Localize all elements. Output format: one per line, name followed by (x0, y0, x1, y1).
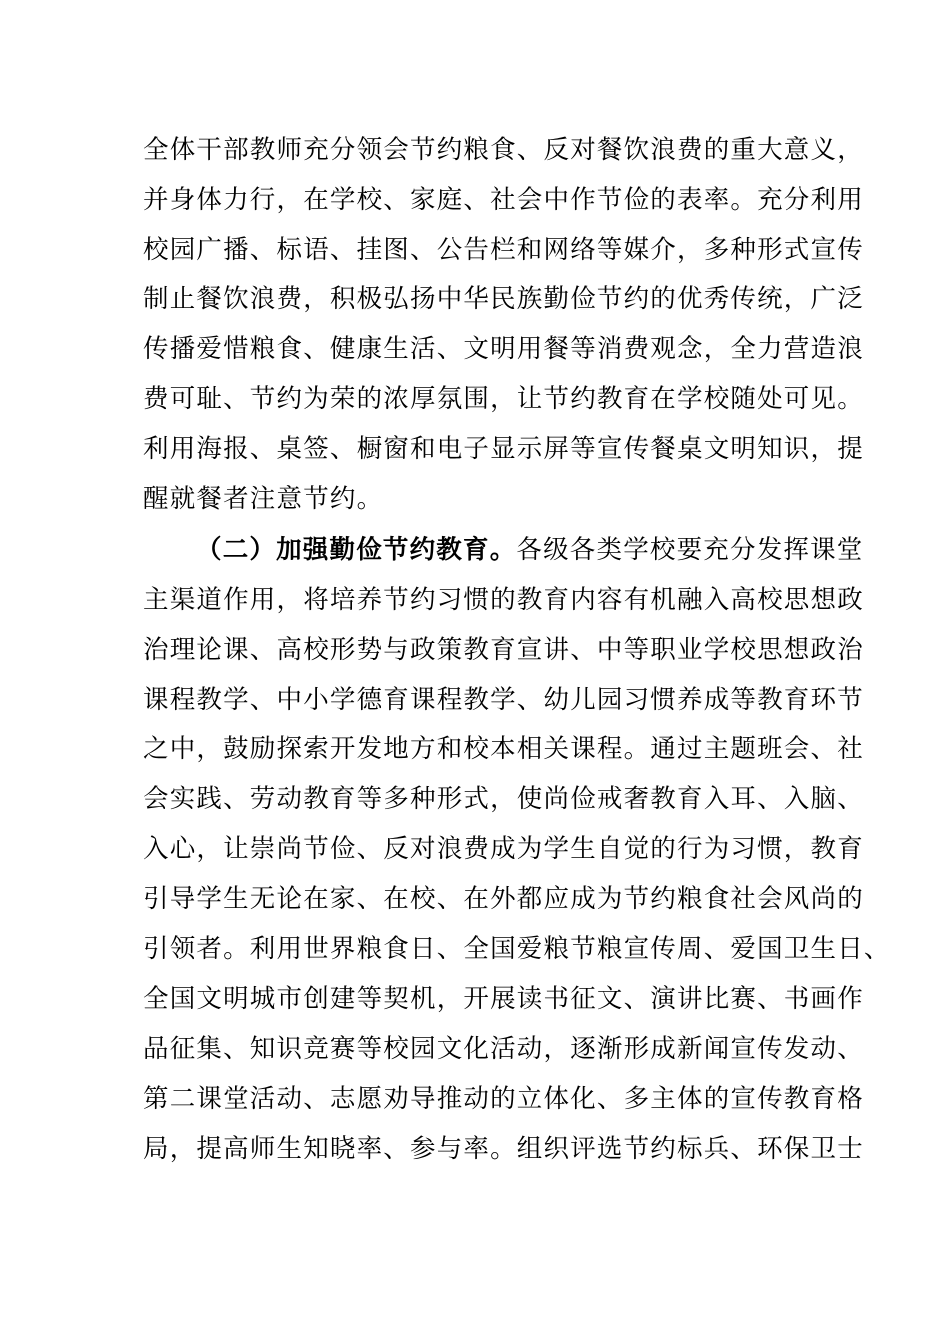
text-line: 治理论课、高校形势与政策教育宣讲、中等职业学校思想政治 (143, 635, 864, 665)
text-line: 入心，让崇尚节俭、反对浪费成为学生自觉的行为习惯，教育 (143, 834, 864, 864)
text-line: 利用海报、桌签、橱窗和电子显示屏等宣传餐桌文明知识，提 (143, 434, 864, 464)
text-line: 全体干部教师充分领会节约粮食、反对餐饮浪费的重大意义， (143, 135, 864, 165)
heading-line-rest: 各级各类学校要充分发挥课堂 (516, 535, 864, 565)
text-line: 传播爱惜粮食、健康生活、文明用餐等消费观念，全力营造浪 (143, 334, 864, 364)
text-line: 会实践、劳动教育等多种形式，使尚俭戒奢教育入耳、入脑、 (143, 784, 864, 814)
paragraph-2-first-line (0, 530, 950, 570)
paragraph-2-line (0, 729, 950, 769)
text-line: 并身体力行，在学校、家庭、社会中作节俭的表率。充分利用 (143, 185, 864, 215)
paragraph-2-line (0, 680, 950, 720)
paragraph-1-line (0, 379, 950, 419)
text-line: 醒就餐者注意节约。 (143, 484, 384, 514)
paragraph-1-line (0, 230, 950, 270)
paragraph-2-line (0, 979, 950, 1019)
paragraph-1-line (0, 329, 950, 369)
text-line: 局，提高师生知晓率、参与率。组织评选节约标兵、环保卫士 (143, 1134, 864, 1164)
paragraph-1-line (0, 429, 950, 469)
paragraph-1-line (0, 130, 950, 170)
text-line: 之中，鼓励探索开发地方和校本相关课程。通过主题班会、社 (143, 734, 864, 764)
paragraph-2-line (0, 1029, 950, 1069)
text-line: 制止餐饮浪费，积极弘扬中华民族勤俭节约的优秀传统，广泛 (143, 284, 864, 314)
paragraph-2-line (0, 929, 950, 969)
text-line: 引领者。利用世界粮食日、全国爱粮节粮宣传周、爱国卫生日、 (143, 934, 891, 964)
text-line: 主渠道作用，将培养节约习惯的教育内容有机融入高校思想政 (143, 585, 864, 615)
text-line: 全国文明城市创建等契机，开展读书征文、演讲比赛、书画作 (143, 984, 864, 1014)
paragraph-2-line (0, 1129, 950, 1169)
paragraph-2-line (0, 779, 950, 819)
paragraph-1-line (0, 479, 950, 519)
section-heading: （二）加强勤俭节约教育。 (196, 535, 517, 565)
text-line: 校园广播、标语、挂图、公告栏和网络等媒介，多种形式宣传 (143, 235, 864, 265)
text-line: 引导学生无论在家、在校、在外都应成为节约粮食社会风尚的 (143, 884, 864, 914)
paragraph-2-line (0, 1079, 950, 1119)
paragraph-1-line (0, 279, 950, 319)
text-line: 品征集、知识竞赛等校园文化活动，逐渐形成新闻宣传发动、 (143, 1034, 864, 1064)
paragraph-2-line (0, 879, 950, 919)
text-line: 第二课堂活动、志愿劝导推动的立体化、多主体的宣传教育格 (143, 1084, 864, 1114)
paragraph-2-line (0, 630, 950, 670)
text-line: 课程教学、中小学德育课程教学、幼儿园习惯养成等教育环节 (143, 685, 864, 715)
text-line (0, 530, 950, 570)
paragraph-2-line (0, 580, 950, 620)
paragraph-1-line (0, 180, 950, 220)
paragraph-2-line (0, 829, 950, 869)
text-line: 费可耻、节约为荣的浓厚氛围，让节约教育在学校随处可见。 (143, 384, 864, 414)
